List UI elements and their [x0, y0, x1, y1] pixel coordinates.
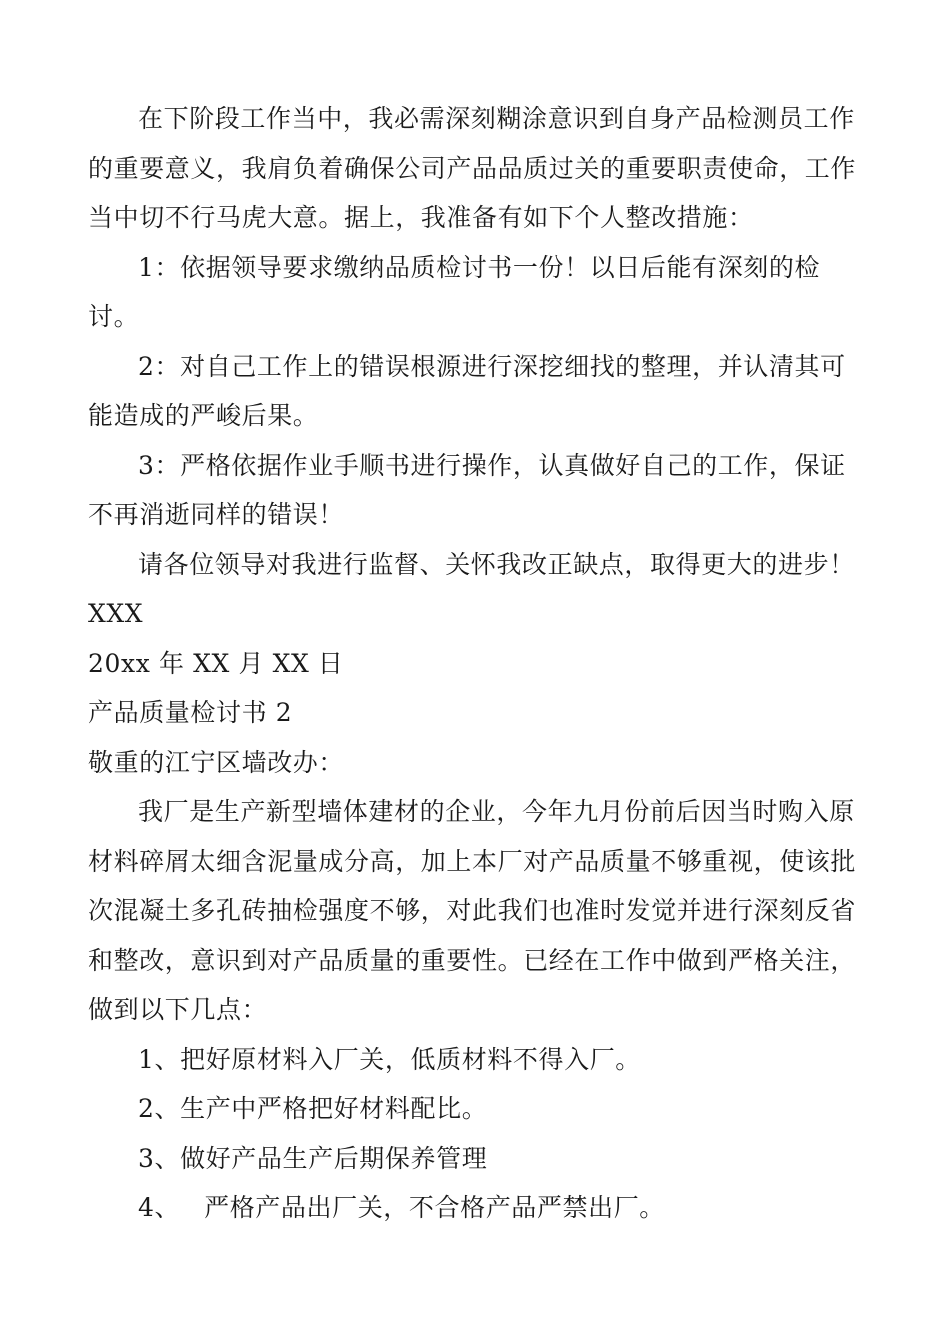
point-item-3: 3、做好产品生产后期保养管理 — [138, 1143, 488, 1173]
salutation: 敬重的江宁区墙改办： — [88, 747, 345, 777]
point-item-4 — [88, 1183, 864, 1233]
point-item-4-text: 严格产品出厂关，不合格产品严禁出厂。 — [204, 1193, 665, 1222]
signature-date: 20xx 年 XX 月 XX 日 — [88, 648, 344, 678]
body-paragraph: 我厂是生产新型墙体建材的企业，今年九月份前后因当时购入原材料碎屑太细含泥量成分高，加上本厂对产品质量不够重视，使该批次混凝土多孔砖抽检强度不够，对此我们也准时发觉并进行深刻反省和整改，意识到对产品质量的重要性。已经在工作中做到严格关注，做到以下几点： — [88, 797, 857, 1024]
closing-request: 请各位领导对我进行监督、关怀我改正缺点，取得更大的进步！ — [138, 549, 855, 579]
measure-item-1: 1：依据领导要求缴纳品质检讨书一份！以日后能有深刻的检讨。 — [88, 252, 821, 331]
point-item-4-number: 4、 — [138, 1193, 181, 1222]
section-title: 产品质量检讨书 2 — [88, 698, 293, 727]
point-item-2: 2、生产中严格把好材料配比。 — [138, 1094, 488, 1123]
signature-name: XXX — [88, 599, 144, 628]
measure-item-3: 3：严格依据作业手顺书进行操作，认真做好自己的工作，保证不再消逝同样的错误！ — [88, 450, 846, 529]
paragraph-intro: 在下阶段工作当中，我必需深刻糊涂意识到自身产品检测员工作的重要意义，我肩负着确保公司产品品质过关的重要职责使命，工作当中切不行马虎大意。据上，我准备有如下个人整改措施： — [88, 104, 857, 232]
document-body — [88, 94, 864, 1233]
point-item-1: 1、把好原材料入厂关，低质材料不得入厂。 — [138, 1044, 641, 1074]
measure-item-2: 2：对自己工作上的错误根源进行深挖细找的整理，并认清其可能造成的严峻后果。 — [88, 351, 846, 430]
